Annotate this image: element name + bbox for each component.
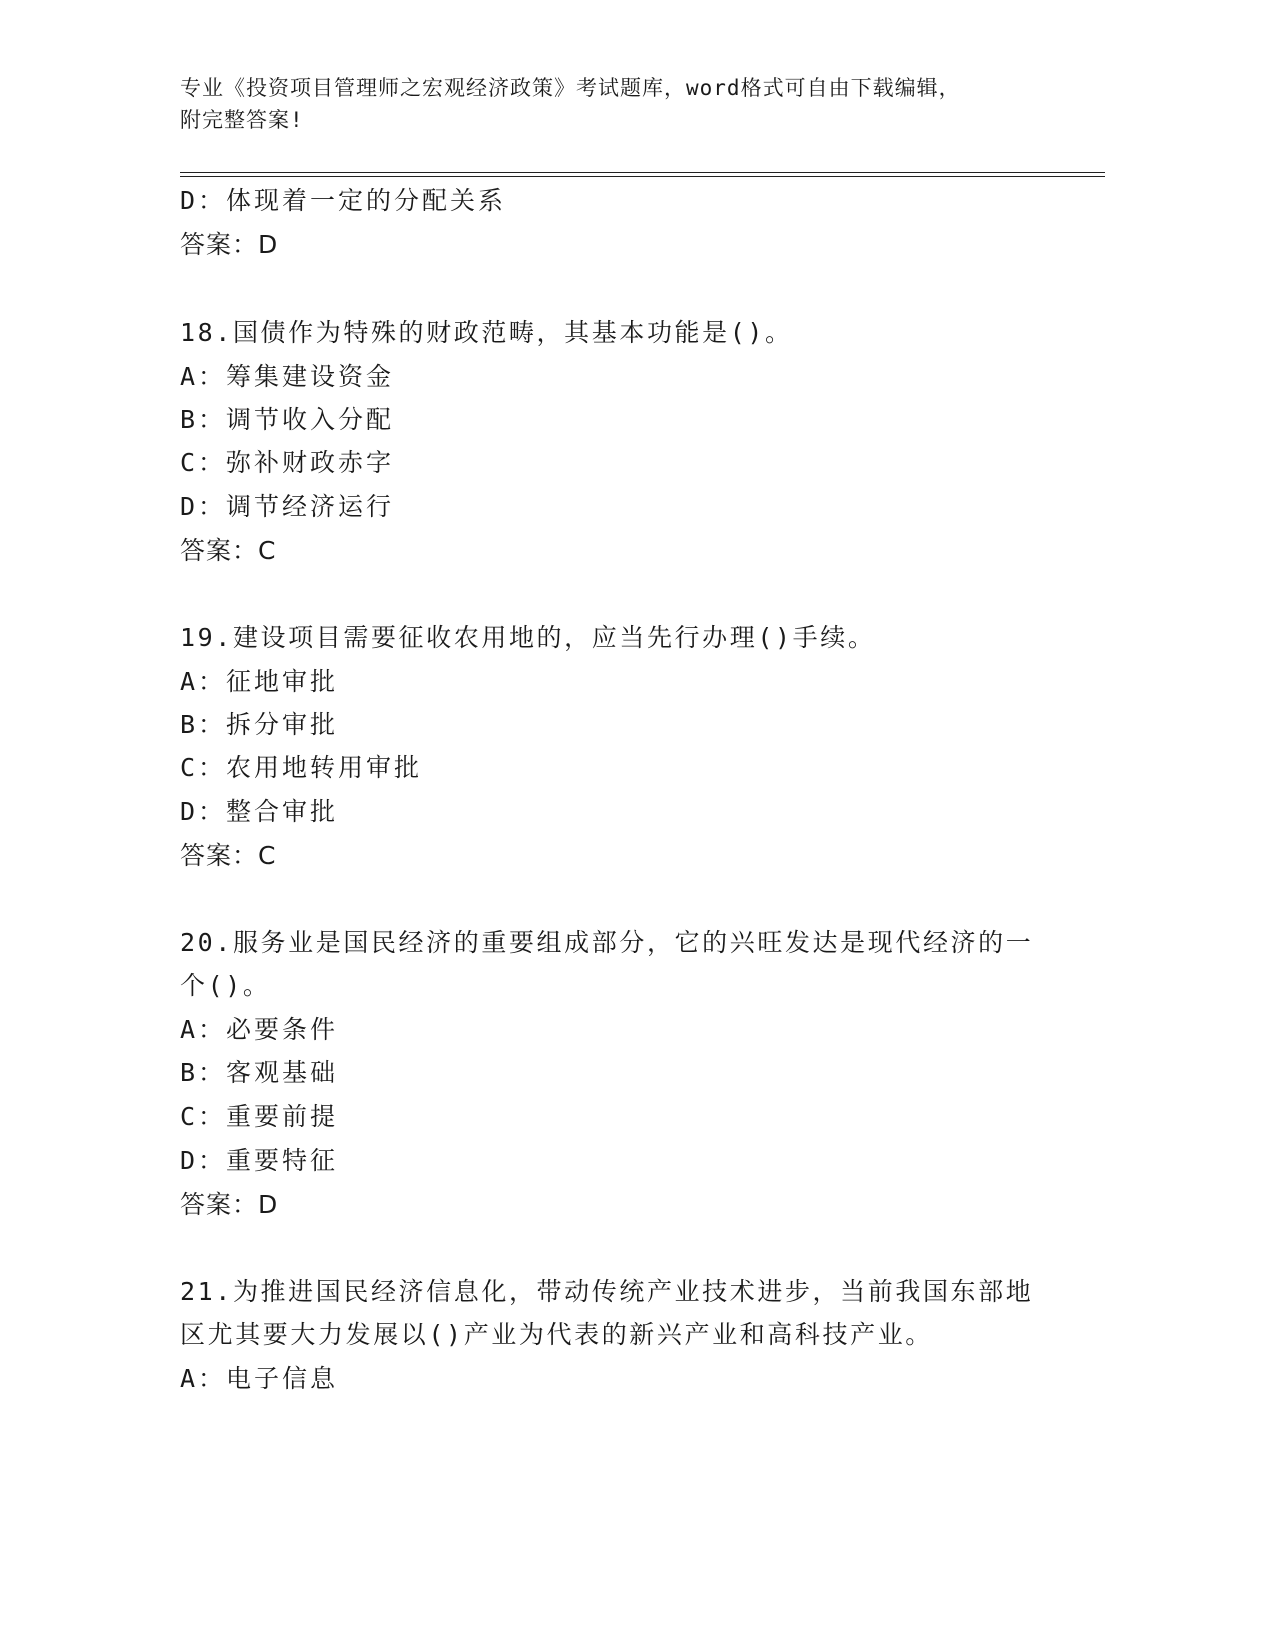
question-18-option-c: C：弥补财政赤字 — [180, 448, 395, 477]
question-20-stem-line-1: 20.服务业是国民经济的重要组成部分，它的兴旺发达是现代经济的一 — [180, 928, 1034, 957]
question-18-answer: 答案：C — [180, 536, 277, 565]
question-19-answer: 答案：C — [180, 841, 277, 870]
question-19-option-d: D：整合审批 — [180, 797, 339, 826]
option-d: D：体现着一定的分配关系 — [180, 186, 507, 215]
header-rule-bottom — [180, 176, 1105, 177]
question-21-stem-line-2: 区尤其要大力发展以()产业为代表的新兴产业和高科技产业。 — [180, 1320, 933, 1349]
question-19-option-b: B：拆分审批 — [180, 710, 339, 739]
question-20-option-d: D：重要特征 — [180, 1146, 339, 1175]
question-21-option-a: A：电子信息 — [180, 1364, 339, 1393]
document-header — [180, 72, 1060, 136]
question-18-option-b: B：调节收入分配 — [180, 405, 395, 434]
header-line-2: 附完整答案! — [180, 108, 304, 132]
question-20-option-c: C：重要前提 — [180, 1102, 339, 1131]
question-19-option-a: A：征地审批 — [180, 667, 339, 696]
question-20-option-b: B：客观基础 — [180, 1058, 339, 1087]
answer-line: 答案：D — [180, 230, 279, 259]
question-19-option-c: C：农用地转用审批 — [180, 753, 423, 782]
header-rule-top — [180, 172, 1105, 173]
question-20-stem-line-2: 个()。 — [180, 971, 271, 1000]
question-20-option-a: A：必要条件 — [180, 1015, 339, 1044]
question-21-stem-line-1: 21.为推进国民经济信息化，带动传统产业技术进步，当前我国东部地 — [180, 1277, 1034, 1306]
header-line-1: 专业《投资项目管理师之宏观经济政策》考试题库，word格式可自由下载编辑， — [180, 76, 961, 100]
question-18-stem: 18.国债作为特殊的财政范畴，其基本功能是()。 — [180, 318, 793, 347]
question-20-answer: 答案：D — [180, 1190, 279, 1219]
question-18-option-a: A：筹集建设资金 — [180, 362, 395, 391]
question-19-stem: 19.建设项目需要征收农用地的，应当先行办理()手续。 — [180, 623, 876, 652]
question-18-option-d: D：调节经济运行 — [180, 492, 395, 521]
